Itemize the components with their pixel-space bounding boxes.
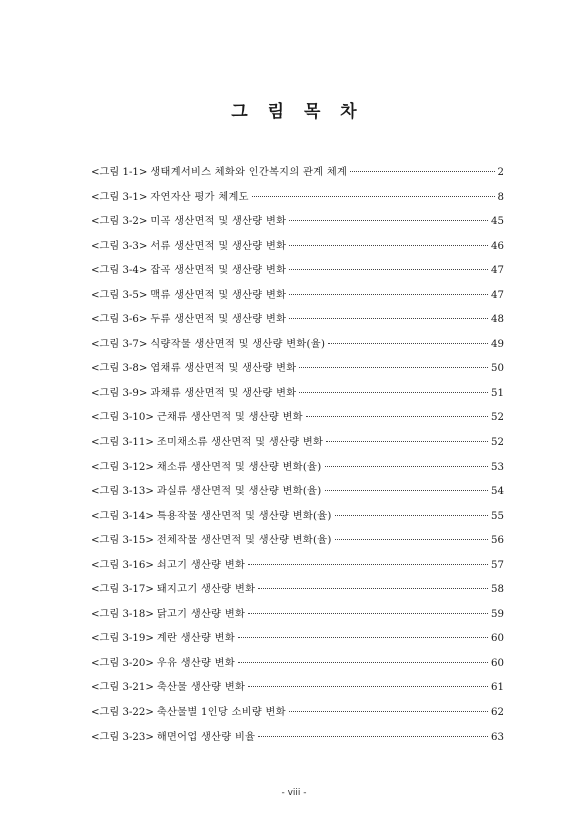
dot-leader [289, 711, 488, 712]
figure-caption: 닭고기 생산량 변화 [156, 608, 246, 620]
figure-list-entry[interactable] [91, 310, 504, 335]
dot-leader [299, 392, 488, 393]
figure-page-number: 63 [491, 731, 504, 743]
figure-list-entry[interactable] [91, 629, 504, 654]
figure-list-entry[interactable] [91, 359, 504, 384]
figure-page-number: 53 [491, 461, 504, 473]
figure-caption: 계란 생산량 변화 [156, 633, 235, 645]
figure-page-number: 49 [491, 338, 504, 350]
page-title: 그 림 목 차 [231, 102, 364, 122]
figure-caption: 우유 생산량 변화 [156, 657, 235, 669]
figure-page-number: 48 [491, 314, 504, 326]
figure-page-number: 45 [491, 216, 504, 228]
figure-list-entry[interactable] [91, 163, 504, 188]
dot-leader [325, 466, 488, 467]
figure-caption: 자연자산 평가 체계도 [150, 191, 249, 203]
figure-number: <그림 3-5> [91, 289, 148, 301]
figure-list-entry[interactable] [91, 728, 504, 753]
dot-leader [289, 318, 488, 319]
figure-list-entry[interactable] [91, 482, 504, 507]
figure-caption: 특용작물 생산면적 및 생산량 변화(율) [156, 510, 332, 522]
dot-leader [248, 564, 488, 565]
figure-page-number: 61 [491, 682, 504, 694]
dot-leader [289, 220, 488, 221]
figure-list-entry[interactable] [91, 556, 504, 581]
dot-leader [252, 196, 495, 197]
figure-number: <그림 3-2> [91, 216, 148, 228]
figure-number: <그림 3-4> [91, 265, 148, 277]
figure-number: <그림 3-19> [91, 633, 154, 645]
dot-leader [325, 490, 488, 491]
figure-number: <그림 3-15> [91, 535, 154, 547]
figure-page-number: 2 [497, 167, 504, 178]
dot-leader [289, 294, 488, 295]
dot-leader [299, 367, 488, 368]
figure-list-entry[interactable] [91, 458, 504, 483]
figure-caption: 생태계서비스 체화와 인간복지의 관계 체계 [150, 167, 348, 178]
dot-leader [326, 441, 488, 442]
figure-page-number: 60 [491, 657, 504, 669]
dot-leader [306, 416, 488, 417]
figure-caption: 축산물 생산량 변화 [156, 682, 246, 694]
figure-page-number: 52 [491, 412, 504, 424]
figure-caption: 조미채소류 생산면적 및 생산량 변화 [156, 437, 324, 449]
figure-list-entry[interactable] [91, 261, 504, 286]
figure-number: <그림 3-7> [91, 338, 148, 350]
figure-number: <그림 3-8> [91, 363, 148, 375]
dot-leader [248, 613, 488, 614]
figure-number: <그림 3-10> [91, 412, 154, 424]
figure-page-number: 50 [491, 363, 504, 375]
figure-caption: 잡곡 생산면적 및 생산량 변화 [150, 265, 287, 277]
figure-page-number: 47 [491, 289, 504, 301]
figure-caption: 과채류 생산면적 및 생산량 변화 [150, 387, 297, 399]
dot-leader [238, 662, 488, 663]
figure-page-number: 62 [491, 707, 504, 719]
figure-number: <그림 3-22> [91, 707, 154, 719]
figure-list-entry[interactable] [91, 605, 504, 630]
figure-number: <그림 3-13> [91, 486, 154, 498]
figure-caption: 근채류 생산면적 및 생산량 변화 [156, 412, 303, 424]
figure-page-number: 59 [491, 608, 504, 620]
dot-leader [258, 736, 488, 737]
figure-list-entry[interactable] [91, 580, 504, 605]
figure-list [91, 163, 504, 752]
figure-number: <그림 3-12> [91, 461, 154, 473]
dot-leader [248, 686, 488, 687]
figure-list-entry[interactable] [91, 433, 504, 458]
figure-list-entry[interactable] [91, 654, 504, 679]
figure-list-entry[interactable] [91, 678, 504, 703]
figure-caption: 두류 생산면적 및 생산량 변화 [150, 314, 287, 326]
figure-list-entry[interactable] [91, 237, 504, 262]
figure-number: <그림 3-3> [91, 240, 148, 252]
figure-number: <그림 3-18> [91, 608, 154, 620]
figure-caption: 서류 생산면적 및 생산량 변화 [150, 240, 287, 252]
figure-page-number: 55 [491, 510, 504, 522]
dot-leader [289, 269, 488, 270]
figure-list-entry[interactable] [91, 335, 504, 360]
dot-leader [328, 343, 488, 344]
figure-list-entry[interactable] [91, 188, 504, 213]
figure-page-number: 52 [491, 437, 504, 449]
figure-page-number: 58 [491, 584, 504, 596]
figure-caption: 축산물별 1인당 소비량 변화 [156, 707, 286, 719]
dot-leader [335, 539, 488, 540]
figure-number: <그림 1-1> [91, 167, 148, 178]
figure-caption: 식량작물 생산면적 및 생산량 변화(율) [150, 338, 326, 350]
figure-page-number: 8 [497, 191, 504, 203]
figure-caption: 전체작물 생산면적 및 생산량 변화(율) [156, 535, 332, 547]
figure-number: <그림 3-9> [91, 387, 148, 399]
figure-number: <그림 3-21> [91, 682, 154, 694]
figure-number: <그림 3-17> [91, 584, 154, 596]
dot-leader [258, 588, 488, 589]
figure-caption: 과실류 생산면적 및 생산량 변화(율) [156, 486, 322, 498]
figure-caption: 해면어업 생산량 비율 [156, 731, 256, 743]
figure-caption: 미곡 생산면적 및 생산량 변화 [150, 216, 287, 228]
figure-caption: 맥류 생산면적 및 생산량 변화 [150, 289, 287, 301]
figure-page-number: 56 [491, 535, 504, 547]
figure-caption: 쇠고기 생산량 변화 [156, 559, 246, 571]
figure-page-number: 47 [491, 265, 504, 277]
figure-number: <그림 3-16> [91, 559, 154, 571]
figure-list-entry[interactable] [91, 286, 504, 311]
dot-leader [238, 637, 488, 638]
figure-list-entry[interactable] [91, 531, 504, 556]
figure-page-number: 54 [491, 486, 504, 498]
figure-number: <그림 3-1> [91, 191, 148, 203]
figure-number: <그림 3-6> [91, 314, 148, 326]
dot-leader [350, 171, 494, 172]
dot-leader [335, 515, 488, 516]
figure-caption: 돼지고기 생산량 변화 [156, 584, 256, 596]
figure-page-number: 51 [491, 387, 504, 399]
dot-leader [289, 245, 488, 246]
figure-page-number: 57 [491, 559, 504, 571]
figure-list-entry[interactable] [91, 212, 504, 237]
figure-list-entry[interactable] [91, 507, 504, 532]
figure-list-entry[interactable] [91, 384, 504, 409]
figure-number: <그림 3-11> [91, 437, 154, 449]
page-number: - viii - [281, 788, 307, 798]
figure-page-number: 60 [491, 633, 504, 645]
figure-number: <그림 3-14> [91, 510, 154, 522]
figure-number: <그림 3-20> [91, 657, 154, 669]
figure-number: <그림 3-23> [91, 731, 154, 743]
figure-list-entry[interactable] [91, 703, 504, 728]
figure-list-entry[interactable] [91, 408, 504, 433]
figure-caption: 엽채류 생산면적 및 생산량 변화 [150, 363, 297, 375]
figure-page-number: 46 [491, 240, 504, 252]
figure-caption: 채소류 생산면적 및 생산량 변화(율) [156, 461, 322, 473]
